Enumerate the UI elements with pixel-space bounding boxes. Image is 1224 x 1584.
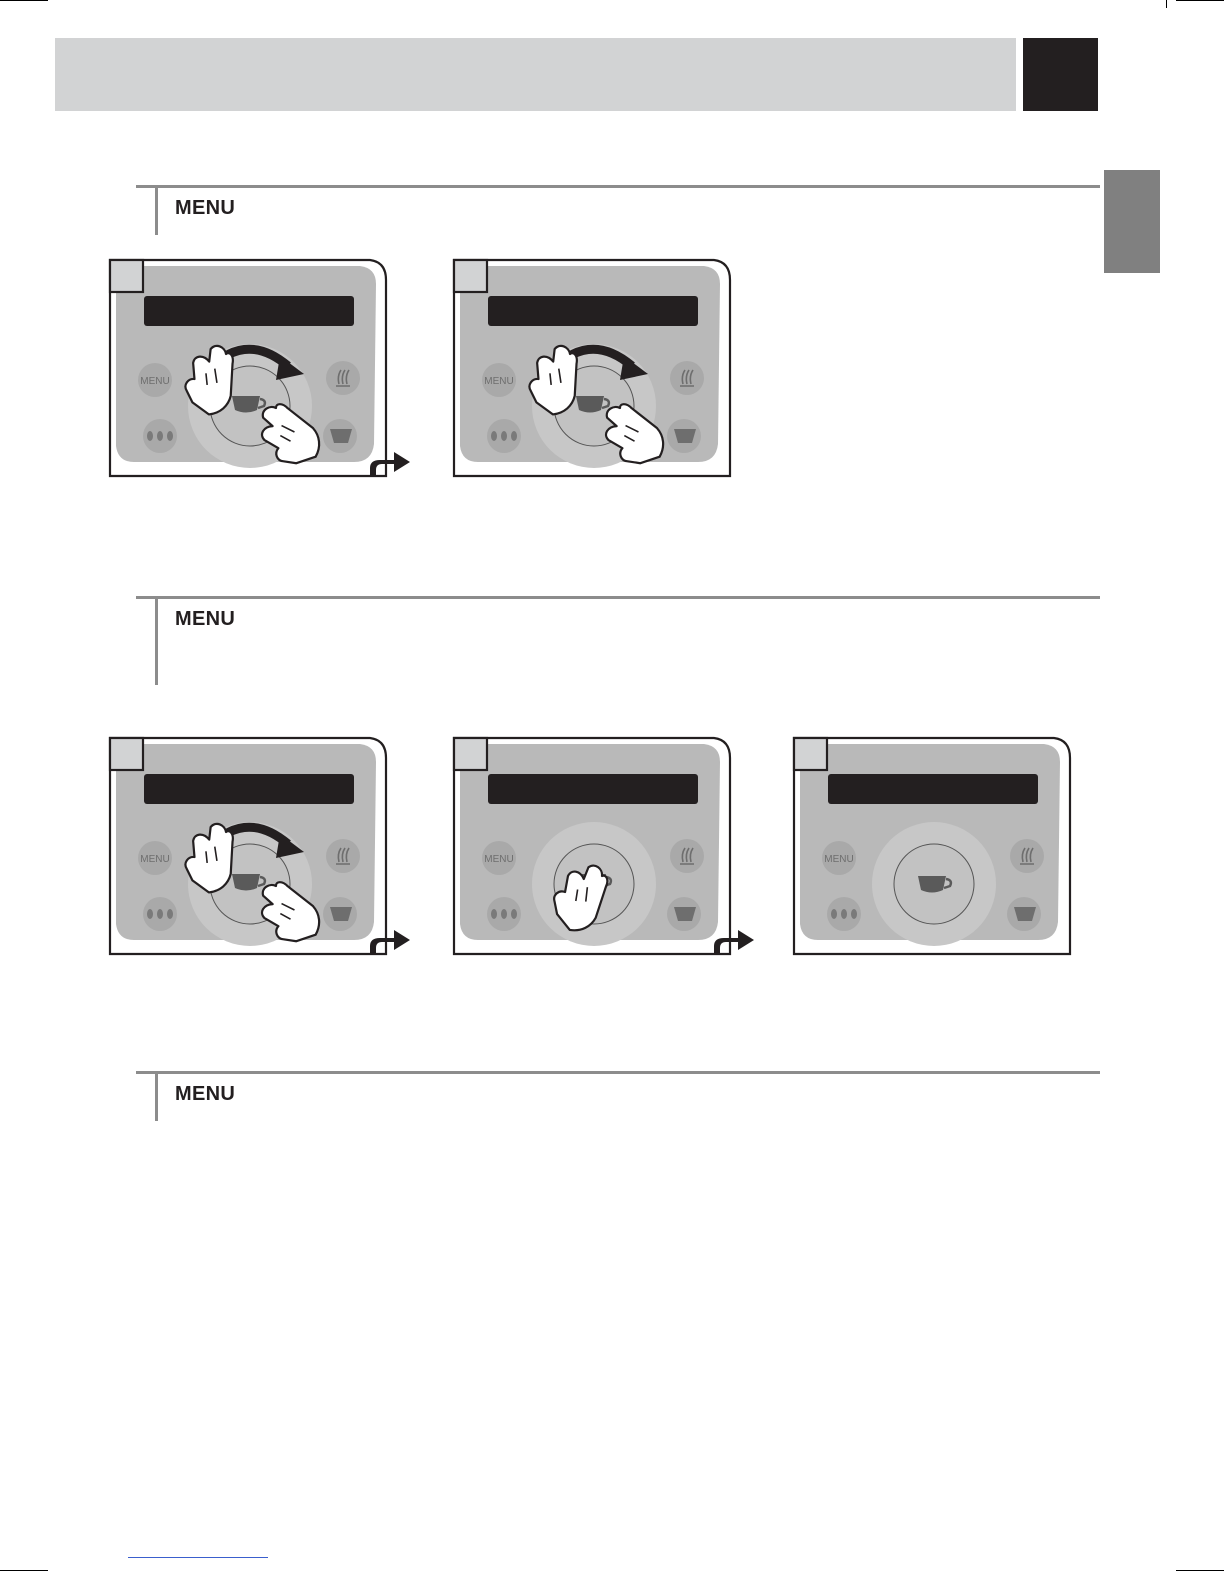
footer-link-underline[interactable] <box>128 1557 268 1558</box>
section-menu-label: MENU <box>175 197 236 219</box>
section-bar <box>155 596 158 685</box>
display-screen <box>144 774 354 804</box>
control-panel-step-1 <box>108 258 388 478</box>
coffee-beans-icon <box>831 909 857 919</box>
control-panel-step-5 <box>792 736 1072 956</box>
section-bar <box>155 1071 158 1121</box>
menu-button-label: MENU <box>140 854 170 865</box>
control-panel-step-3 <box>108 736 388 956</box>
menu-button-label: MENU <box>484 376 514 387</box>
display-screen <box>828 774 1038 804</box>
section-menu-label: MENU <box>175 608 236 630</box>
display-screen <box>488 774 698 804</box>
section-rule <box>136 1071 1100 1074</box>
section-rule <box>136 596 1100 599</box>
coffee-beans-icon <box>491 431 517 441</box>
language-side-tab <box>1104 170 1160 273</box>
header-bar <box>55 38 1016 111</box>
step-number-box <box>454 260 487 292</box>
menu-button-label: MENU <box>484 854 514 865</box>
step-number-box <box>454 738 487 770</box>
coffee-beans-icon <box>491 909 517 919</box>
header-page-block <box>1023 38 1098 111</box>
coffee-beans-icon <box>147 909 173 919</box>
step-number-box <box>110 738 143 770</box>
control-panel-step-2 <box>452 258 732 478</box>
crop-mark <box>1166 0 1167 8</box>
step-number-box <box>110 260 143 292</box>
display-screen <box>488 296 698 326</box>
display-screen <box>144 296 354 326</box>
crop-mark <box>0 0 48 1</box>
menu-button-label: MENU <box>824 854 854 865</box>
section-rule <box>136 185 1100 188</box>
control-panel-step-4 <box>452 736 732 956</box>
crop-mark <box>1176 1570 1224 1571</box>
coffee-beans-icon <box>147 431 173 441</box>
step-number-box <box>794 738 827 770</box>
crop-mark <box>1176 0 1224 1</box>
section-menu-label: MENU <box>175 1083 236 1105</box>
menu-button-label: MENU <box>140 376 170 387</box>
crop-mark <box>0 1570 48 1571</box>
section-bar <box>155 185 158 235</box>
